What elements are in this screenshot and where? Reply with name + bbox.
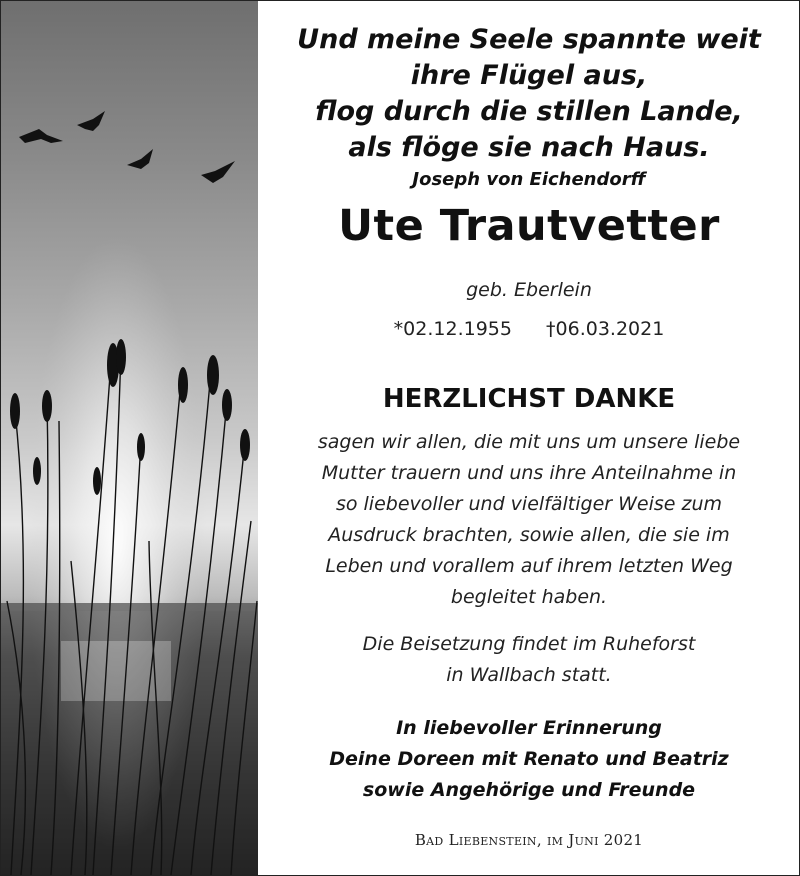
thanks-headline: HERZLICHST DANKE — [382, 384, 676, 414]
life-dates — [259, 318, 799, 340]
body-line: begleitet haben. — [450, 586, 608, 608]
photo-artwork — [1, 1, 258, 875]
lake-reeds-photo — [1, 1, 258, 875]
text-column — [259, 0, 799, 876]
body-line: sagen wir allen, die mit uns um unsere liebe — [317, 431, 741, 453]
poem-line: flog durch die stillen Lande, — [315, 96, 743, 127]
body-line: so liebevoller und vielfältiger Weise zum — [335, 493, 723, 515]
deceased-name: Ute Trautvetter — [338, 201, 720, 251]
thanks-body — [259, 427, 799, 613]
poem-line: als flöge sie nach Haus. — [348, 132, 710, 163]
burial-line: in Wallbach statt. — [446, 664, 612, 686]
closing-line: Deine Doreen mit Renato und Beatriz — [329, 748, 729, 770]
body-line: Leben und vorallem auf ihrem letzten Weg — [325, 555, 733, 577]
closing-line: In liebevoller Erinnerung — [396, 717, 662, 739]
poem-author: Joseph von Eichendorff — [412, 169, 646, 190]
poem-quote — [259, 22, 799, 166]
burial-notice — [259, 629, 799, 691]
place-date: Bad Liebenstein, im Juni 2021 — [414, 831, 644, 849]
poem-line: ihre Flügel aus, — [410, 60, 648, 91]
body-line: Mutter trauern und uns ihre Anteilnahme in — [321, 462, 737, 484]
closing-signature — [259, 713, 799, 806]
body-line: Ausdruck brachten, sowie allen, die sie im — [328, 524, 730, 546]
burial-line: Die Beisetzung findet im Ruheforst — [362, 633, 696, 655]
birth-date: *02.12.1955 — [393, 318, 512, 340]
death-date: †06.03.2021 — [546, 318, 665, 340]
born-name: geb. Eberlein — [466, 279, 592, 301]
closing-line: sowie Angehörige und Freunde — [362, 779, 696, 801]
poem-line: Und meine Seele spannte weit — [297, 24, 761, 55]
